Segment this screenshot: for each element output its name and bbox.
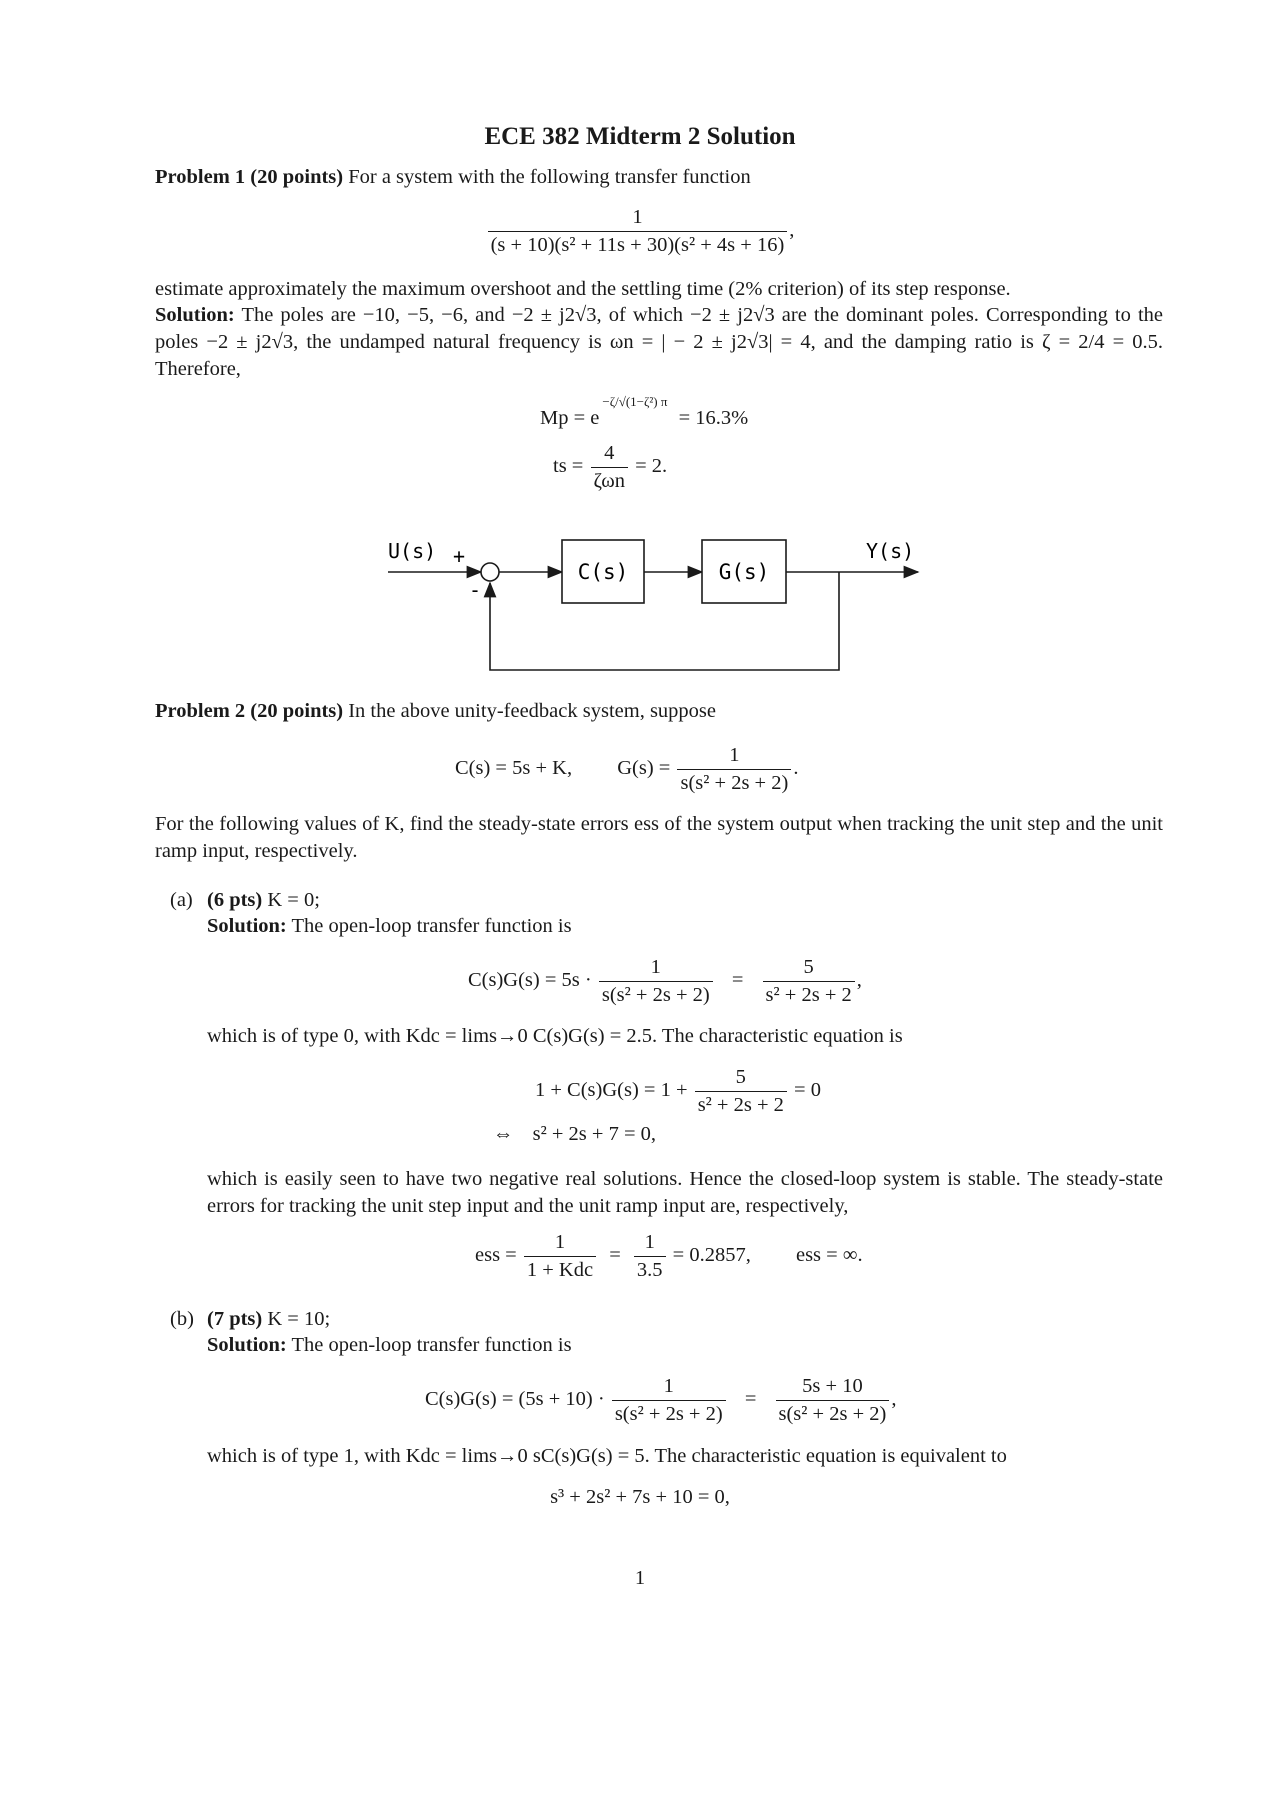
part-a-cg-lhs: C(s)G(s) = 5s · — [468, 968, 592, 991]
ts-numerator: 4 — [604, 442, 615, 464]
part-b-header — [207, 1306, 1163, 1333]
part-a-cg-denominator-2: s² + 2s + 2 — [763, 981, 855, 1007]
problem-2-intro — [155, 698, 1163, 725]
controller-label: C(s) — [577, 560, 629, 584]
part-b-cg-fraction-1 — [612, 1375, 726, 1425]
part-a-cg-fraction-2 — [763, 956, 855, 1006]
part-a-ess-ramp-value: ess = ∞. — [795, 1243, 863, 1266]
plant-definition-lhs: G(s) = — [617, 756, 671, 779]
part-a-open-loop-equation — [468, 956, 862, 1006]
part-a-char-numerator: 5 — [735, 1066, 746, 1088]
part-a-header — [207, 887, 1163, 914]
part-a-ess-lhs: ess = — [475, 1243, 517, 1266]
part-b-cg-end: , — [891, 1387, 897, 1410]
part-a-ess-fraction-1 — [524, 1231, 596, 1281]
part-b-equals: = — [744, 1387, 757, 1410]
iff-symbol: ⇔ — [493, 1123, 514, 1145]
part-a-equals: = — [731, 968, 744, 991]
part-a-cg-numerator-1: 1 — [650, 956, 661, 978]
part-a-char-rhs: = 0 — [794, 1078, 821, 1101]
part-a-characteristic-polynomial — [493, 1121, 656, 1148]
problem-1-solution — [155, 302, 1163, 383]
problem-2-question: For the following values of K, find the steady-state errors ess of the system output when tracking the unit step and the unit ramp input, respectively. — [155, 813, 1163, 863]
part-b-solution-intro — [207, 1332, 1163, 1359]
page-number: 1 — [634, 1567, 646, 1589]
problem-2-heading: Problem 2 (20 points) — [155, 700, 344, 722]
problem-1-intro-text: For a system with the following transfer function — [348, 166, 751, 188]
part-a-stability-text: which is easily seen to have two negative real solutions. Hence the closed-loop system is stable. The steady-state errors for tracking the unit step input and the unit ramp input are, respectively, — [207, 1168, 1163, 1218]
problem-2-intro-text: In the above unity-feedback system, suppose — [348, 700, 716, 722]
mp-rhs: = 16.3% — [678, 407, 749, 429]
plant-numerator: 1 — [729, 744, 740, 766]
part-b-condition: K = 10; — [267, 1308, 331, 1330]
mp-lhs: Mp = e — [540, 407, 600, 429]
mp-exponent: −ζ/√(1−ζ²) π — [602, 394, 668, 409]
part-a-condition: K = 0; — [267, 889, 320, 911]
part-b-cg-numerator-1: 1 — [663, 1375, 674, 1397]
plant-denominator: s(s² + 2s + 2) — [677, 769, 791, 795]
part-b-type-text: which is of type 1, with Kdc = lims→0 sC(s)G(s) = 5. The characteristic equation is equivalent to — [207, 1445, 1007, 1467]
part-a-cg-end: , — [856, 968, 862, 991]
ts-lhs: ts = — [553, 454, 584, 477]
part-b-cg-denominator-2: s(s² + 2s + 2) — [776, 1400, 890, 1426]
part-a-ess-denominator-2: 3.5 — [634, 1256, 666, 1282]
part-a-cg-denominator-1: s(s² + 2s + 2) — [599, 981, 713, 1007]
summing-plus-sign: + — [453, 544, 466, 568]
part-b-open-loop-equation — [425, 1375, 896, 1425]
feedback-block-diagram — [380, 525, 940, 680]
part-b-cg-numerator-2: 5s + 10 — [802, 1375, 863, 1397]
diagram-output-label: Y(s) — [866, 539, 915, 563]
controller-definition: C(s) = 5s + K, — [455, 756, 573, 779]
tf-numerator: 1 — [632, 206, 643, 228]
part-b-characteristic-equation: s³ + 2s² + 7s + 10 = 0, — [550, 1486, 730, 1508]
page-title: ECE 382 Midterm 2 Solution — [484, 123, 796, 150]
plant-definition-end: . — [793, 756, 799, 779]
part-a-ess-numerator-2: 1 — [644, 1231, 655, 1253]
part-a-cg-numerator-2: 5 — [803, 956, 814, 978]
part-a-cg-fraction-1 — [599, 956, 713, 1006]
part-b-cg-fraction-2 — [776, 1375, 890, 1425]
part-a-ess-denominator-1: 1 + Kdc — [524, 1256, 596, 1282]
ts-denominator: ζωn — [591, 467, 629, 493]
part-a-char-denominator: s² + 2s + 2 — [695, 1091, 787, 1117]
problem-1-heading: Problem 1 (20 points) — [155, 166, 344, 188]
part-a-ess-step-value: = 0.2857, — [672, 1243, 751, 1266]
ts-fraction — [591, 442, 629, 492]
part-b-solution-text: The open-loop transfer function is — [291, 1334, 572, 1356]
part-b-points: (7 pts) — [207, 1308, 263, 1330]
part-a-char-lhs: 1 + C(s)G(s) = 1 + — [535, 1078, 688, 1101]
transfer-function-equation — [0, 206, 1280, 256]
part-a-solution-text: The open-loop transfer function is — [291, 915, 572, 937]
summing-junction — [481, 563, 499, 581]
transfer-function-fraction — [488, 206, 788, 256]
problem-1-intro — [155, 164, 1163, 191]
part-b-cg-lhs: C(s)G(s) = (5s + 10) · — [425, 1387, 605, 1410]
part-b-label: (b) — [170, 1308, 194, 1330]
part-a-points: (6 pts) — [207, 889, 263, 911]
part-a-label: (a) — [170, 889, 193, 911]
part-b-cg-denominator-1: s(s² + 2s + 2) — [612, 1400, 726, 1426]
part-a-solution-intro — [207, 913, 1163, 940]
plant-label: G(s) — [718, 560, 770, 584]
tf-comma: , — [789, 218, 795, 241]
controller-plant-definitions — [455, 744, 798, 794]
part-a-type-text: which is of type 0, with Kdc = lims→0 C(s)G(s) = 2.5. The characteristic equation is — [207, 1025, 903, 1047]
summing-minus-sign: - — [469, 578, 482, 602]
part-a-ess-numerator-1: 1 — [554, 1231, 566, 1253]
part-a-char-fraction — [695, 1066, 787, 1116]
part-a-solution-label: Solution: — [207, 915, 287, 937]
part-a-ess-fraction-2 — [634, 1231, 666, 1281]
plant-fraction — [677, 744, 791, 794]
tf-denominator: (s + 10)(s² + 11s + 30)(s² + 4s + 16) — [488, 231, 788, 257]
part-b-solution-label: Solution: — [207, 1334, 287, 1356]
ts-rhs: = 2. — [635, 454, 668, 477]
part-a-characteristic-equation — [535, 1066, 821, 1116]
problem-1-solution-label: Solution: — [155, 304, 235, 326]
settling-time-equation — [553, 442, 667, 492]
part-a-ess-equals: = — [609, 1243, 621, 1266]
problem-1-solution-text: The poles are −10, −5, −6, and −2 ± j2√3, of which −2 ± j2√3 are the dominant poles. Corresponding to the poles −2 ± j2√3, the undamped natural frequency is ωn = | − 2 ± j2√3| = 4, and the damping ratio is ζ = 2/4 = 0.5. Therefore, — [155, 304, 1163, 381]
part-a-steady-state-errors — [475, 1231, 863, 1281]
problem-1-question: estimate approximately the maximum overshoot and the settling time (2% criterion) of its step response. — [155, 278, 1011, 300]
diagram-input-label: U(s) — [388, 539, 437, 563]
part-a-char-polynomial: s² + 2s + 7 = 0, — [532, 1123, 657, 1145]
